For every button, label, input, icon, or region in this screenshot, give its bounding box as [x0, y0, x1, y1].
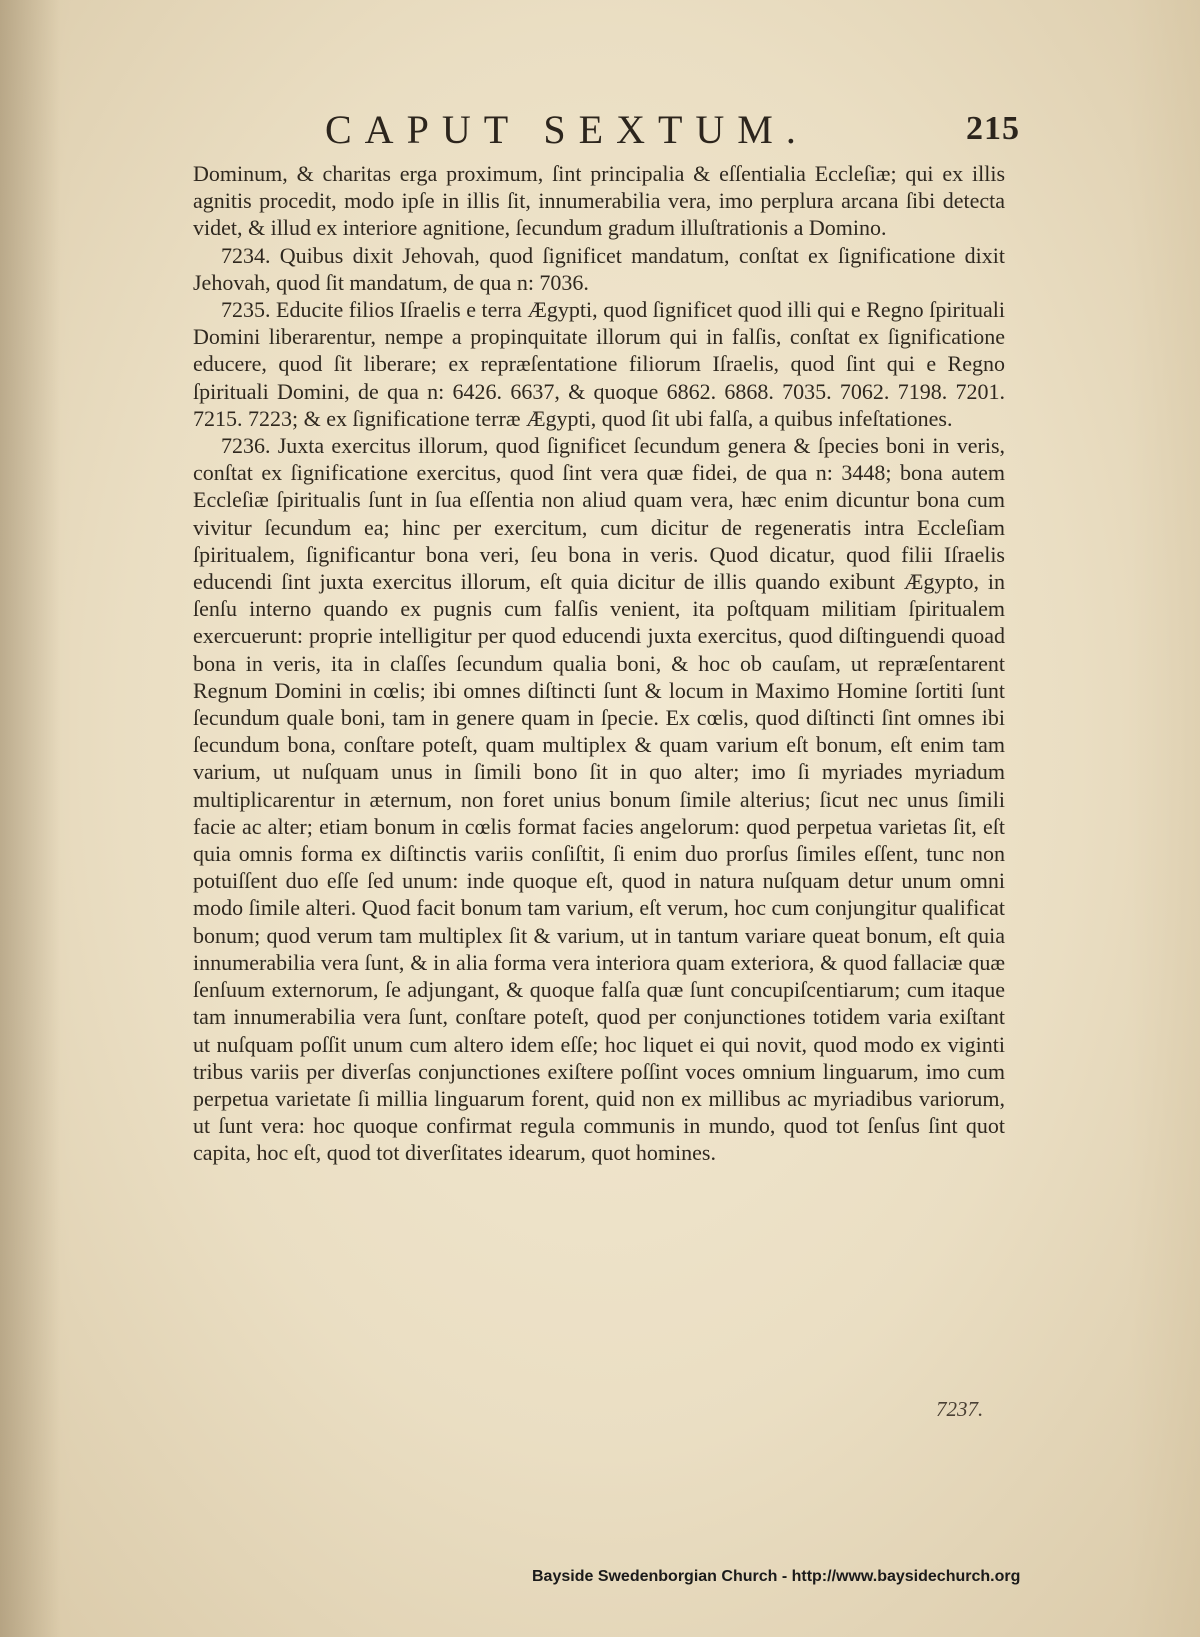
body-text: [193, 160, 1005, 1167]
page-number: 215: [966, 110, 1020, 147]
paragraph-7236: 7236. Juxta exercitus illorum, quod ſignificet ſecundum genera & ſpecies boni in veris, conſtat ex ſignificatione exercitus, quod ſint vera quæ fidei, de qua n: 3448; bona autem Eccleſiæ ſpiritualis ſunt in ſua eſſentia non aliud quam vera, hæc enim dicuntur bona cum vivitur ſecundum ea; hinc per exercitum, cum dicitur de regeneratis intra Eccleſiam ſpiritualem, ſignificantur bona veri, ſeu bona in veris. Quod dicatur, quod filii Iſraelis educendi ſint juxta exercitus illorum, eſt quia dicitur de illis quando exibunt Ægypto, in ſenſu interno quando ex pugnis cum falſis venient, ita poſtquam militiam ſpiritualem exercuerunt: proprie intelligitur per quod educendi juxta exercitus, quod diſtinguendi quoad bona in veris, ita in claſſes ſecundum qualia boni, & hoc ob cauſam, ut repræſentarent Regnum Domini in cœlis; ibi omnes diſtincti ſunt & locum in Maximo Homine ſortiti ſunt ſecundum quale boni, tam in genere quam in ſpecie. Ex cœlis, quod diſtincti ſint omnes ibi ſecundum bona, conſtare poteſt, quam multiplex & quam varium eſt bonum, eſt enim tam varium, ut nuſquam unus in ſimili bono ſit in quo alter; imo ſi myriades myriadum multiplicarentur in æternum, non foret unius bonum ſimile alterius; ſicut nec unus ſimili facie ac alter; etiam bonum in cœlis format facies angelorum: quod perpetua varietas ſit, eſt quia omnis forma ex diſtinctis variis conſiſtit, ſi enim duo prorſus ſimiles eſſent, tunc non potuiſſent duo eſſe ſed unum: inde quoque eſt, quod in natura nuſquam detur unum omni modo ſimile alteri. Quod facit bonum tam varium, eſt verum, hoc cum conjungitur qualificat bonum; quod verum tam multiplex ſit & varium, ut in tantum variare queat bonum, eſt quia innumerabilia vera ſunt, & in alia forma vera interiora quam exteriora, & quod fallaciæ quæ ſenſuum externorum, ſe adjungant, & quoque falſa quæ ſunt concupiſcentiarum; cum itaque tam innumerabilia vera ſunt, conſtare poteſt, quod per conjunctiones totidem varia exiſtant ut nuſquam poſſit unum cum altero idem eſſe; hoc liquet ei qui novit, quod modo ex viginti tribus variis per diverſas conjunctiones exiſtere poſſint voces omnium linguarum, imo cum perpetua varietate ſi millia linguarum forent, quid non ex millibus ac myriadibus variorum, ut ſunt vera: hoc quoque confirmat regula communis in mundo, quod tot ſenſus ſint quot capita, hoc eſt, quod tot diverſitates idearum, quot homines.: [193, 433, 1005, 1166]
page-gutter-shadow: [0, 0, 60, 1637]
running-title: CAPUT SEXTUM.: [325, 107, 809, 152]
footer-credit: Bayside Swedenborgian Church - http://www.baysidechurch.org: [532, 1568, 1021, 1585]
paragraph-continued: Dominum, & charitas erga proximum, ſint principalia & eſſentialia Eccleſiæ; qui ex illis agnitis procedit, modo ipſe in illis ſit, innumerabilia vera, imo perplura arcana ſibi detecta videt, & illud ex interiore agnitione, ſecundum gradum illuſtrationis a Domino.: [193, 161, 1005, 241]
page-header: [190, 106, 1020, 166]
paragraph-7235: 7235. Educite filios Iſraelis e terra Ægypti, quod ſignificet quod illi qui e Regno ſpirituali Domini liberarentur, nempe a propinquitate illorum qui in falſis, conſtat ex ſignificatione educere, quod ſit liberare; ex repræſentatione filiorum Iſraelis, quod ſint qui e Regno ſpirituali Domini, de qua n: 6426. 6637, & quoque 6862. 6868. 7035. 7062. 7198. 7201. 7215. 7223; & ex ſignificatione terræ Ægypti, quod ſit ubi falſa, a quibus infeſtationes.: [193, 297, 1005, 431]
paragraph-7234: 7234. Quibus dixit Jehovah, quod ſignificet mandatum, conſtat ex ſignificatione dixit Jehovah, quod ſit mandatum, de qua n: 7036.: [193, 242, 1005, 295]
catchword: 7237.: [936, 1397, 984, 1421]
